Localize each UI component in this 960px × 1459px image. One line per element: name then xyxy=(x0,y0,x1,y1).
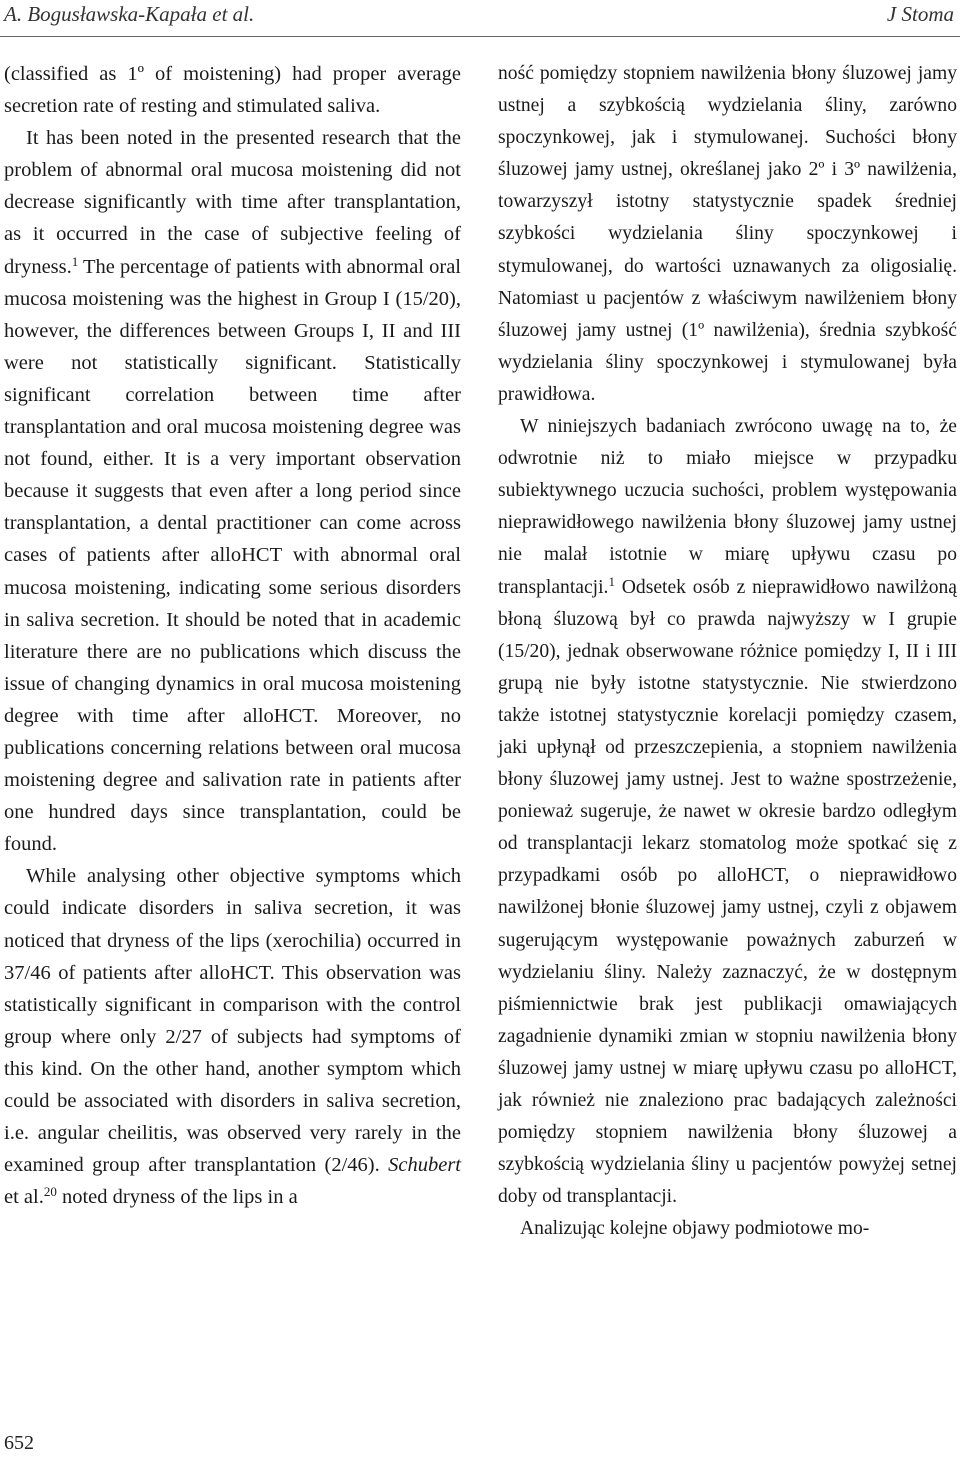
paragraph-text: noted dryness of the lips in a xyxy=(56,1186,298,1209)
right-column xyxy=(498,58,957,1245)
paragraph-text: Odsetek osób z nieprawidłowo nawilżoną błoną śluzową był co prawda najwyższy w I grupie (15/20), jednak obserwowane różnice pomiędzy I, II i III grupą nie były istotne statystycznie. Nie stwierdzono także istotnej statystycznie korelacji pomiędzy czasem, jaki upłynął od przeszczepienia, a stopniem nawilżenia błony śluzowej jamy ustnej. Jest to ważne spostrzeżenie, ponieważ sugeruje, że nawet w okresie bardzo odległym od transplantacji lekarz stomatolog może spotkać się z przypadkami osób po alloHCT, o nieprawidłowo nawilżonej błonie śluzowej jamy ustnej, czyli z objawem sugerującym występowanie poważnych zaburzeń w wydzielaniu śliny. Należy zaznaczyć, że w dostępnym piśmiennictwie brak jest publikacji omawiających zagadnienie dynamiki zmian w stopniu nawilżenia błony śluzowej jamy ustnej w miarę upływu czasu po alloHCT, jak również nie znaleziono prac badających zależności pomiędzy stopniem nawilżenia błony śluzowej a szybkością wydzielania śliny u pacjentów powyżej setnej doby od transplantacji. xyxy=(498,576,957,1208)
paragraph-text: The percentage of patients with abnormal oral mucosa moistening was the highest in Group I (15/20), however, the differences between Groups I, II and III were not statistically significant. Statistically significant correlation between time after transplantation and oral mucosa moistening degree was not found, either. It is a very important observation because it suggests that even after a long period since transplantation, a dental practitioner can come across cases of patients after alloHCT with abnormal oral mucosa moistening, indicating some serious disorders in saliva secretion. It should be noted that in academic literature there are no publications which discuss the issue of changing dynamics in oral mucosa moistening degree with time after alloHCT. Moreover, no publications concerning relations between oral mucosa moistening degree and salivation rate in patients after one hundred days since transplantation, could be found. xyxy=(4,255,461,856)
header-authors: A. Bogusławska-Kapała et al. xyxy=(4,2,255,26)
paragraph xyxy=(498,411,957,1213)
paragraph-text: W niniejszych badaniach zwrócono uwagę na to, że odwrotnie niż to miało miejsce w przypadku subiektywnego uczucia suchości, problem występowania nieprawidłowego nawilżenia błony śluzowej jamy ustnej nie malał istotnie w miarę upływu czasu po transplantacji. xyxy=(498,416,957,598)
citation-ref: 1 xyxy=(71,253,79,269)
header-journal: J Stoma xyxy=(886,2,954,26)
page-number: 652 xyxy=(4,1432,34,1454)
paragraph xyxy=(4,122,461,860)
paragraph: Analizując kolejne objawy podmiotowe mo- xyxy=(520,1218,870,1240)
left-column xyxy=(4,58,461,1213)
paragraph xyxy=(4,860,461,1213)
header-rule xyxy=(0,36,960,37)
paragraph: (classified as 1º of moistening) had proper average secretion rate of resting and stimulated saliva. xyxy=(4,63,461,118)
running-header xyxy=(0,0,960,34)
cited-author: Schubert xyxy=(388,1154,461,1177)
etal-text: et al. xyxy=(4,1186,44,1209)
citation-ref: 20 xyxy=(43,1184,57,1200)
paragraph: ność pomiędzy stopniem nawilżenia błony śluzowej jamy ustnej a szybkością wydzielania śliny, zarówno spoczynkowej, jak i stymulowanej. Suchości błony śluzowej jamy ustnej, określanej jako 2º i 3º nawilżenia, towarzyszył istotny statystycznie spadek średniej szybkości wydzielania śliny spoczynkowej i stymulowanej, do wartości uznawanych za oligosialię. Natomiast u pacjentów z właściwym nawilżeniem błony śluzowej jamy ustnej (1º nawilżenia), średnia szybkość wydzielania śliny spoczynkowej i stymulowanej była prawidłowa. xyxy=(498,63,957,405)
paragraph-text: While analysing other objective symptoms which could indicate disorders in saliva secretion, it was noticed that dryness of the lips (xerochilia) occurred in 37/46 of patients after alloHCT. This observation was statistically significant in comparison with the control group where only 2/27 of subjects had symptoms of this kind. On the other hand, another symptom which could be associated with disorders in saliva secretion, i.e. angular cheilitis, was observed very rarely in the examined group after transplantation (2/46). xyxy=(4,865,461,1177)
paragraph-text: It has been noted in the presented research that the problem of abnormal oral mucosa moistening did not decrease significantly with time after transplantation, as it occurred in the case of subjective feeling of dryness. xyxy=(4,127,461,278)
citation-ref: 1 xyxy=(608,573,615,589)
